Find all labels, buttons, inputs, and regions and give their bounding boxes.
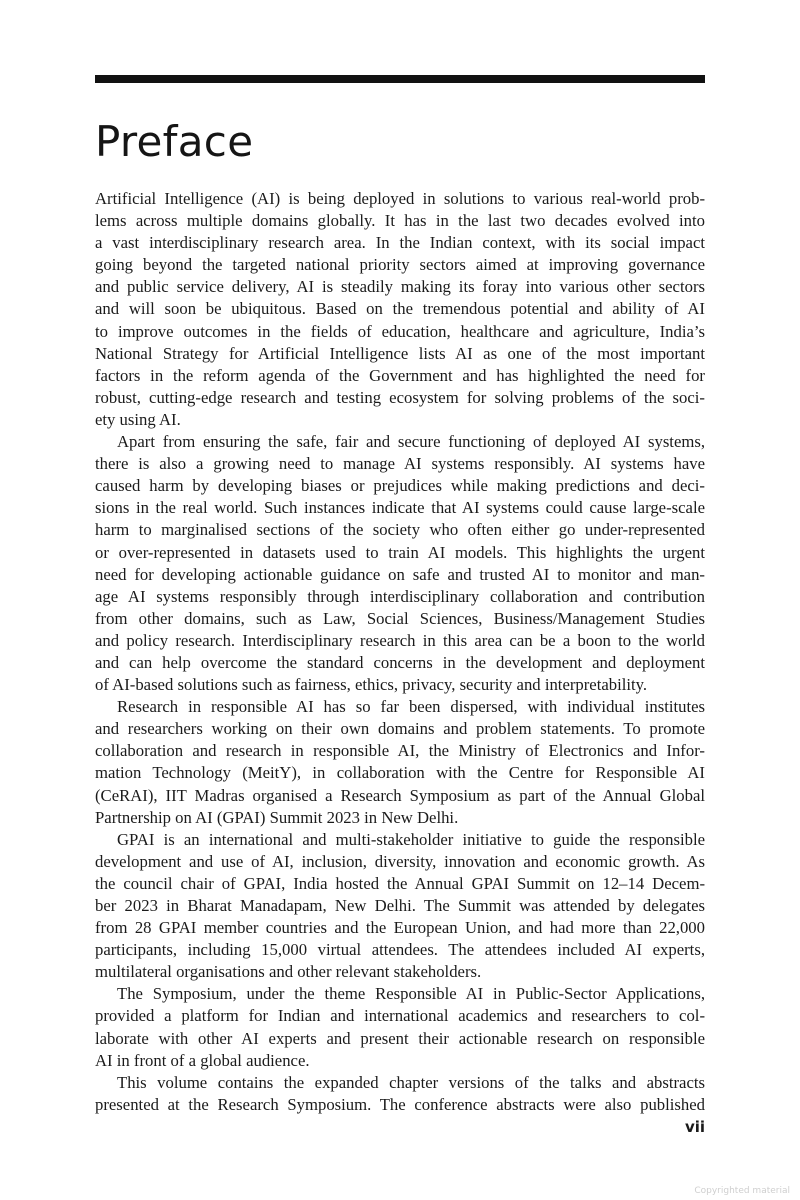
text-line: Apart from ensuring the safe, fair and secure functioning of deployed AI systems,	[117, 432, 705, 452]
text-line: Partnership on AI (GPAI) Summit 2023 in New Delhi.	[95, 807, 459, 827]
text-line: and public service delivery, AI is steadily making its foray into various other sectors	[95, 277, 705, 297]
text-line: from other domains, such as Law, Social Sciences, Business/Management Studies	[95, 608, 705, 628]
paragraph-1	[95, 188, 705, 431]
text-line: AI in front of a global audience.	[95, 1050, 310, 1070]
text-line: and researchers working on their own domains and problem statements. To promote	[95, 719, 705, 739]
paragraph-4	[95, 829, 705, 984]
text-line: participants, including 15,000 virtual attendees. The attendees included AI experts,	[95, 940, 705, 960]
text-line: National Strategy for Artificial Intelligence lists AI as one of the most important	[95, 343, 705, 363]
paragraph-3	[95, 696, 705, 829]
text-line: multilateral organisations and other relevant stakeholders.	[95, 962, 482, 982]
text-line: of AI-based solutions such as fairness, ethics, privacy, security and interpretability.	[95, 675, 648, 695]
text-line: The Symposium, under the theme Responsible AI in Public-Sector Applications,	[117, 984, 705, 1004]
text-line: This volume contains the expanded chapter versions of the talks and abstracts	[117, 1072, 705, 1092]
text-line: laborate with other AI experts and present their actionable research on responsible	[95, 1028, 705, 1048]
text-line: mation Technology (MeitY), in collaboration with the Centre for Responsible AI	[95, 763, 705, 783]
chapter-title: Preface	[95, 117, 254, 166]
chapter-top-rule	[95, 75, 705, 83]
text-line: from 28 GPAI member countries and the European Union, and had more than 22,000	[95, 918, 705, 938]
text-line: or over-represented in datasets used to train AI models. This highlights the urgent	[95, 542, 705, 562]
text-line: Artificial Intelligence (AI) is being deployed in solutions to various real-world prob-	[95, 189, 705, 208]
paragraph-5	[95, 983, 705, 1071]
text-line: sions in the real world. Such instances indicate that AI systems could cause large-scale	[95, 498, 705, 518]
text-line: (CeRAI), IIT Madras organised a Research Symposium as part of the Annual Global	[95, 785, 705, 805]
text-line: ber 2023 in Bharat Manadapam, New Delhi. The Summit was attended by delegates	[95, 896, 705, 915]
text-line: lems across multiple domains globally. It has in the last two decades evolved into	[95, 211, 705, 231]
page-number: vii	[684, 1118, 705, 1136]
text-line: ety using AI.	[95, 409, 181, 429]
text-line: caused harm by developing biases or prejudices while making predictions and deci-	[95, 476, 705, 496]
text-line: provided a platform for Indian and international academics and researchers to col-	[95, 1006, 705, 1026]
text-line: and can help overcome the standard concerns in the development and deployment	[95, 652, 705, 672]
text-line: harm to marginalised sections of the society who often either go under-represented	[95, 520, 705, 540]
text-line: factors in the reform agenda of the Government and has highlighted the need for	[95, 365, 705, 385]
copyright-watermark: Copyrighted material	[694, 1186, 790, 1196]
text-line: robust, cutting-edge research and testing ecosystem for solving problems of the soci-	[95, 387, 705, 407]
preface-body	[95, 188, 705, 1116]
text-line: going beyond the targeted national priority sectors aimed at improving governance	[95, 255, 705, 275]
text-line: and will soon be ubiquitous. Based on the tremendous potential and ability of AI	[95, 299, 705, 319]
text-line: GPAI is an international and multi-stakeholder initiative to guide the responsible	[117, 829, 705, 849]
text-line: there is also a growing need to manage AI systems responsibly. AI systems have	[95, 454, 705, 474]
text-line: age AI systems responsibly through interdisciplinary collaboration and contribution	[95, 586, 705, 606]
text-line: development and use of AI, inclusion, diversity, innovation and economic growth. As	[95, 851, 705, 871]
text-line: presented at the Research Symposium. The conference abstracts were also published	[95, 1094, 705, 1114]
paragraph-2	[95, 431, 705, 696]
text-line: collaboration and research in responsible AI, the Ministry of Electronics and Infor-	[95, 741, 705, 761]
text-line: to improve outcomes in the fields of education, healthcare and agriculture, India’s	[95, 321, 705, 341]
text-line: need for developing actionable guidance on safe and trusted AI to monitor and man-	[95, 564, 705, 584]
paragraph-6	[95, 1072, 705, 1116]
text-line: and policy research. Interdisciplinary research in this area can be a boon to the world	[95, 630, 705, 650]
text-line: a vast interdisciplinary research area. In the Indian context, with its social impact	[95, 233, 705, 253]
text-line: Research in responsible AI has so far been dispersed, with individual institutes	[117, 697, 705, 717]
text-line: the council chair of GPAI, India hosted the Annual GPAI Summit on 12–14 Decem-	[95, 873, 705, 893]
